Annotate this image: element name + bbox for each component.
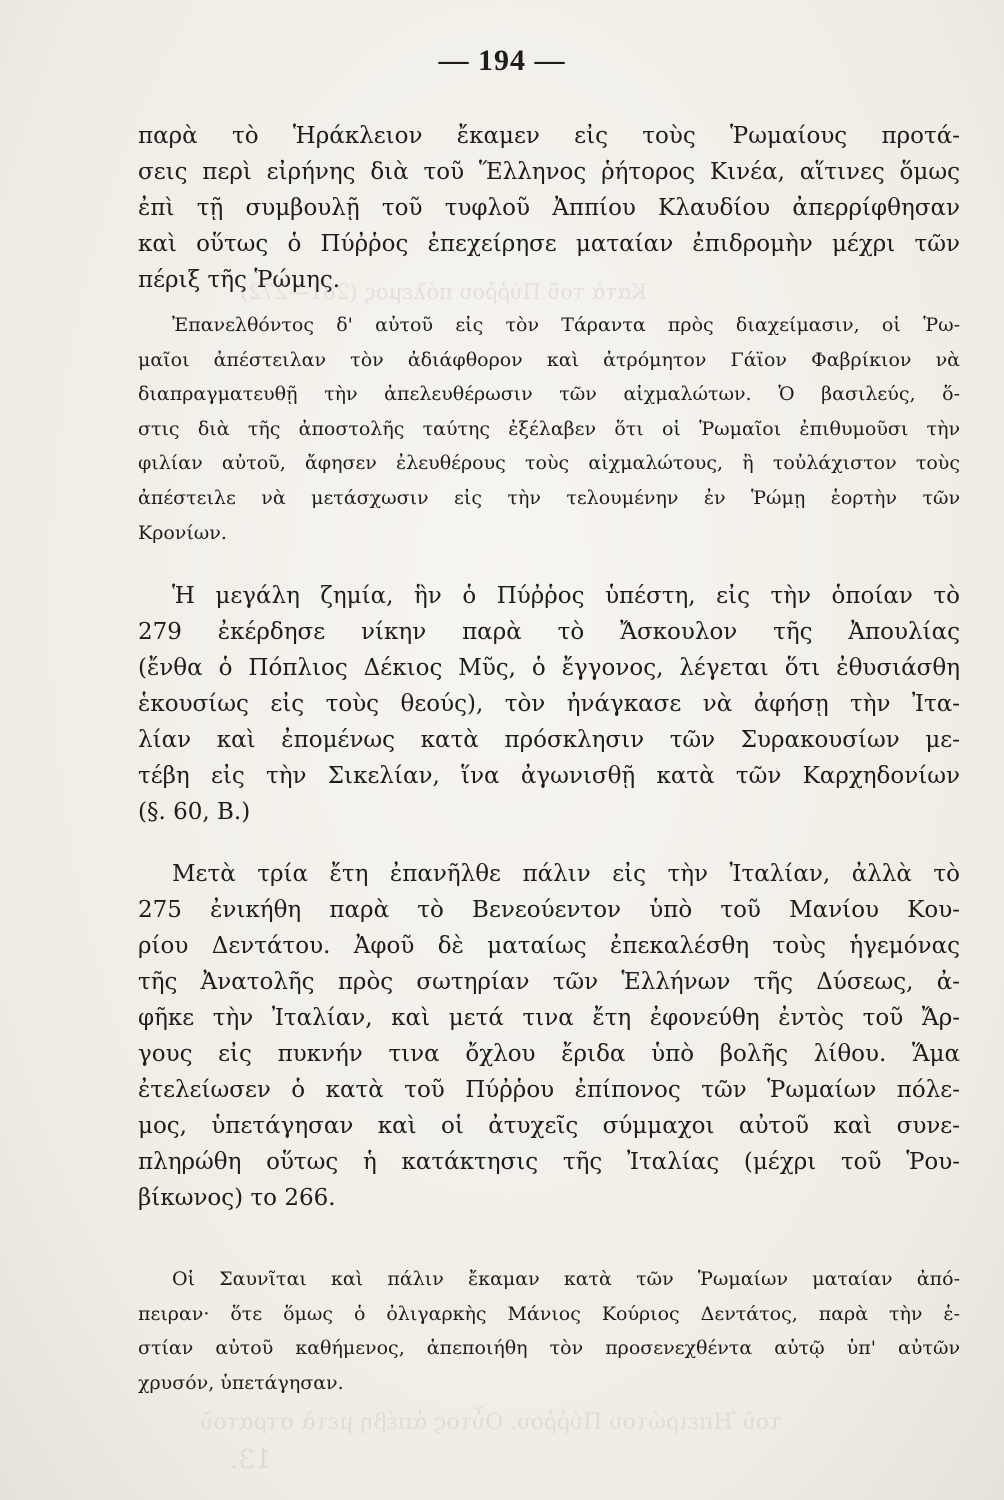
text-line: ἑκουσίως εἰς τοὺς θεούς), τὸν ἠνάγκασε νὰ ἀφήσῃ τὴν Ἰτα- <box>138 691 960 717</box>
paragraph <box>138 856 960 1216</box>
text-line: φιλίαν αὐτοῦ, ἄφησεν ἐλευθέρους τοὺς αἰχμαλώτους, ἢ τοὐλάχιστον τοὺς <box>138 452 960 475</box>
text-line: μαῖοι ἀπέστειλαν τὸν ἀδιάφθορον καὶ ἀτρόμητον Γάϊον Φαβρίκιον νὰ <box>138 348 960 371</box>
text-line: βίκωνος) το 266. <box>138 1185 336 1211</box>
text-line: τῆς Ἀνατολῆς πρὸς σωτηρίαν τῶν Ἑλλήνων τῆς Δύσεως, ἀ- <box>138 969 960 995</box>
text-line: ἐπὶ τῇ συμβουλῇ τοῦ τυφλοῦ Ἀππίου Κλαυδίου ἀπερρίφθησαν <box>138 195 960 221</box>
text-line: Ἡ μεγάλη ζημία, ἣν ὁ Πύῤῥος ὑπέστη, εἰς τὴν ὁποίαν τὸ <box>172 583 960 609</box>
text-line: Ἐπανελθόντος δ' αὐτοῦ εἰς τὸν Τάραντα πρὸς διαχείμασιν, οἱ Ῥω- <box>172 314 960 336</box>
text-line: στις διὰ τῆς ἀποστολῆς ταύτης ἐξέλαβεν ὅτι οἱ Ῥωμαῖοι ἐπιθυμοῦσι τὴν <box>138 417 960 440</box>
text-line: σεις περὶ εἰρήνης διὰ τοῦ Ἕλληνος ῥήτορος Κινέα, αἵτινες ὅμως <box>138 159 960 185</box>
text-line: γους εἰς πυκνήν τινα ὄχλου ἔριδα ὑπὸ βολῆς λίθου. Ἅμα <box>138 1041 960 1067</box>
text-line: πληρώθη οὕτως ἡ κατάκτησις τῆς Ἰταλίας (μέχρι τοῦ Ῥου- <box>138 1149 960 1175</box>
text-line: λίαν καὶ ἐπομένως κατὰ πρόσκλησιν τῶν Συρακουσίων με- <box>138 727 960 753</box>
paragraph <box>138 118 960 298</box>
bleed-through-text: Κατὰ τοῦ Πύῤῥου πόλεμος (281—272) <box>240 280 647 304</box>
text-line: πέριξ τῆς Ῥώμης. <box>138 267 341 293</box>
text-line: φῆκε τὴν Ἰταλίαν, καὶ μετά τινα ἔτη ἐφονεύθη ἐντὸς τοῦ Ἄρ- <box>138 1005 960 1031</box>
text-line: (ἔνθα ὁ Πόπλιος Δέκιος Μῦς, ὁ ἔγγονος, λέγεται ὅτι ἐθυσιάσθη <box>138 655 960 681</box>
text-line: παρὰ τὸ Ἡράκλειον ἔκαμεν εἰς τοὺς Ῥωμαίους προτά- <box>138 123 960 149</box>
text-line: 275 ἐνικήθη παρὰ τὸ Βενεούεντον ὑπὸ τοῦ Μανίου Κου- <box>138 897 960 923</box>
bleed-through-text: 13. <box>230 1445 272 1475</box>
text-line: τέβη εἰς τὴν Σικελίαν, ἵνα ἀγωνισθῇ κατὰ τῶν Καρχηδονίων <box>138 763 960 789</box>
paragraph <box>138 1262 960 1400</box>
paragraph <box>138 578 960 830</box>
page-number-header: — 194 — <box>438 44 566 77</box>
text-line: πειραν· ὅτε ὅμως ὁ ὀλιγαρκὴς Μάνιος Κούριος Δεντάτος, παρὰ τὴν ἑ- <box>138 1302 960 1325</box>
text-line: ρίου Δεντάτου. Ἀφοῦ δὲ ματαίως ἐπεκαλέσθη τοὺς ἡγεμόνας <box>138 933 960 959</box>
text-line: χρυσόν, ὑπετάγησαν. <box>138 1371 344 1394</box>
text-line: καὶ οὕτως ὁ Πύῤῥος ἐπεχείρησε ματαίαν ἐπιδρομὴν μέχρι τῶν <box>138 231 960 257</box>
text-line: διαπραγματευθῇ τὴν ἀπελευθέρωσιν τῶν αἰχμαλώτων. Ὁ βασιλεύς, ὅ- <box>138 383 960 406</box>
text-line: Μετὰ τρία ἔτη ἐπανῆλθε πάλιν εἰς τὴν Ἰταλίαν, ἀλλὰ τὸ <box>172 861 960 887</box>
text-line: μος, ὑπετάγησαν καὶ οἱ ἀτυχεῖς σύμμαχοι αὐτοῦ καὶ συνε- <box>138 1113 960 1139</box>
bleed-through-text: τοῦ Ἠπειρώτου Πύῤῥου. Οὗτος ἀπέβη μετὰ στρατοῦ <box>200 1410 782 1435</box>
text-line: Κρονίων. <box>138 521 227 544</box>
text-line: 279 ἐκέρδησε νίκην παρὰ τὸ Ἄσκουλον τῆς Ἀπουλίας <box>138 619 960 645</box>
text-line: Οἱ Σαυνῖται καὶ πάλιν ἔκαμαν κατὰ τῶν Ῥωμαίων ματαίαν ἀπό- <box>172 1268 960 1290</box>
text-line: ἐτελείωσεν ὁ κατὰ τοῦ Πύῤῥου ἐπίπονος τῶν Ῥωμαίων πόλε- <box>138 1077 960 1103</box>
text-line: στίαν αὐτοῦ καθήμενος, ἀπεποιήθη τὸν προσενεχθέντα αὐτῷ ὑπ' αὐτῶν <box>138 1337 960 1360</box>
text-line: ἀπέστειλε νὰ μετάσχωσιν εἰς τὴν τελουμένην ἐν Ῥώμῃ ἑορτὴν τῶν <box>138 486 960 509</box>
paragraph <box>138 308 960 550</box>
text-line: (§. 60, Β.) <box>138 799 251 825</box>
